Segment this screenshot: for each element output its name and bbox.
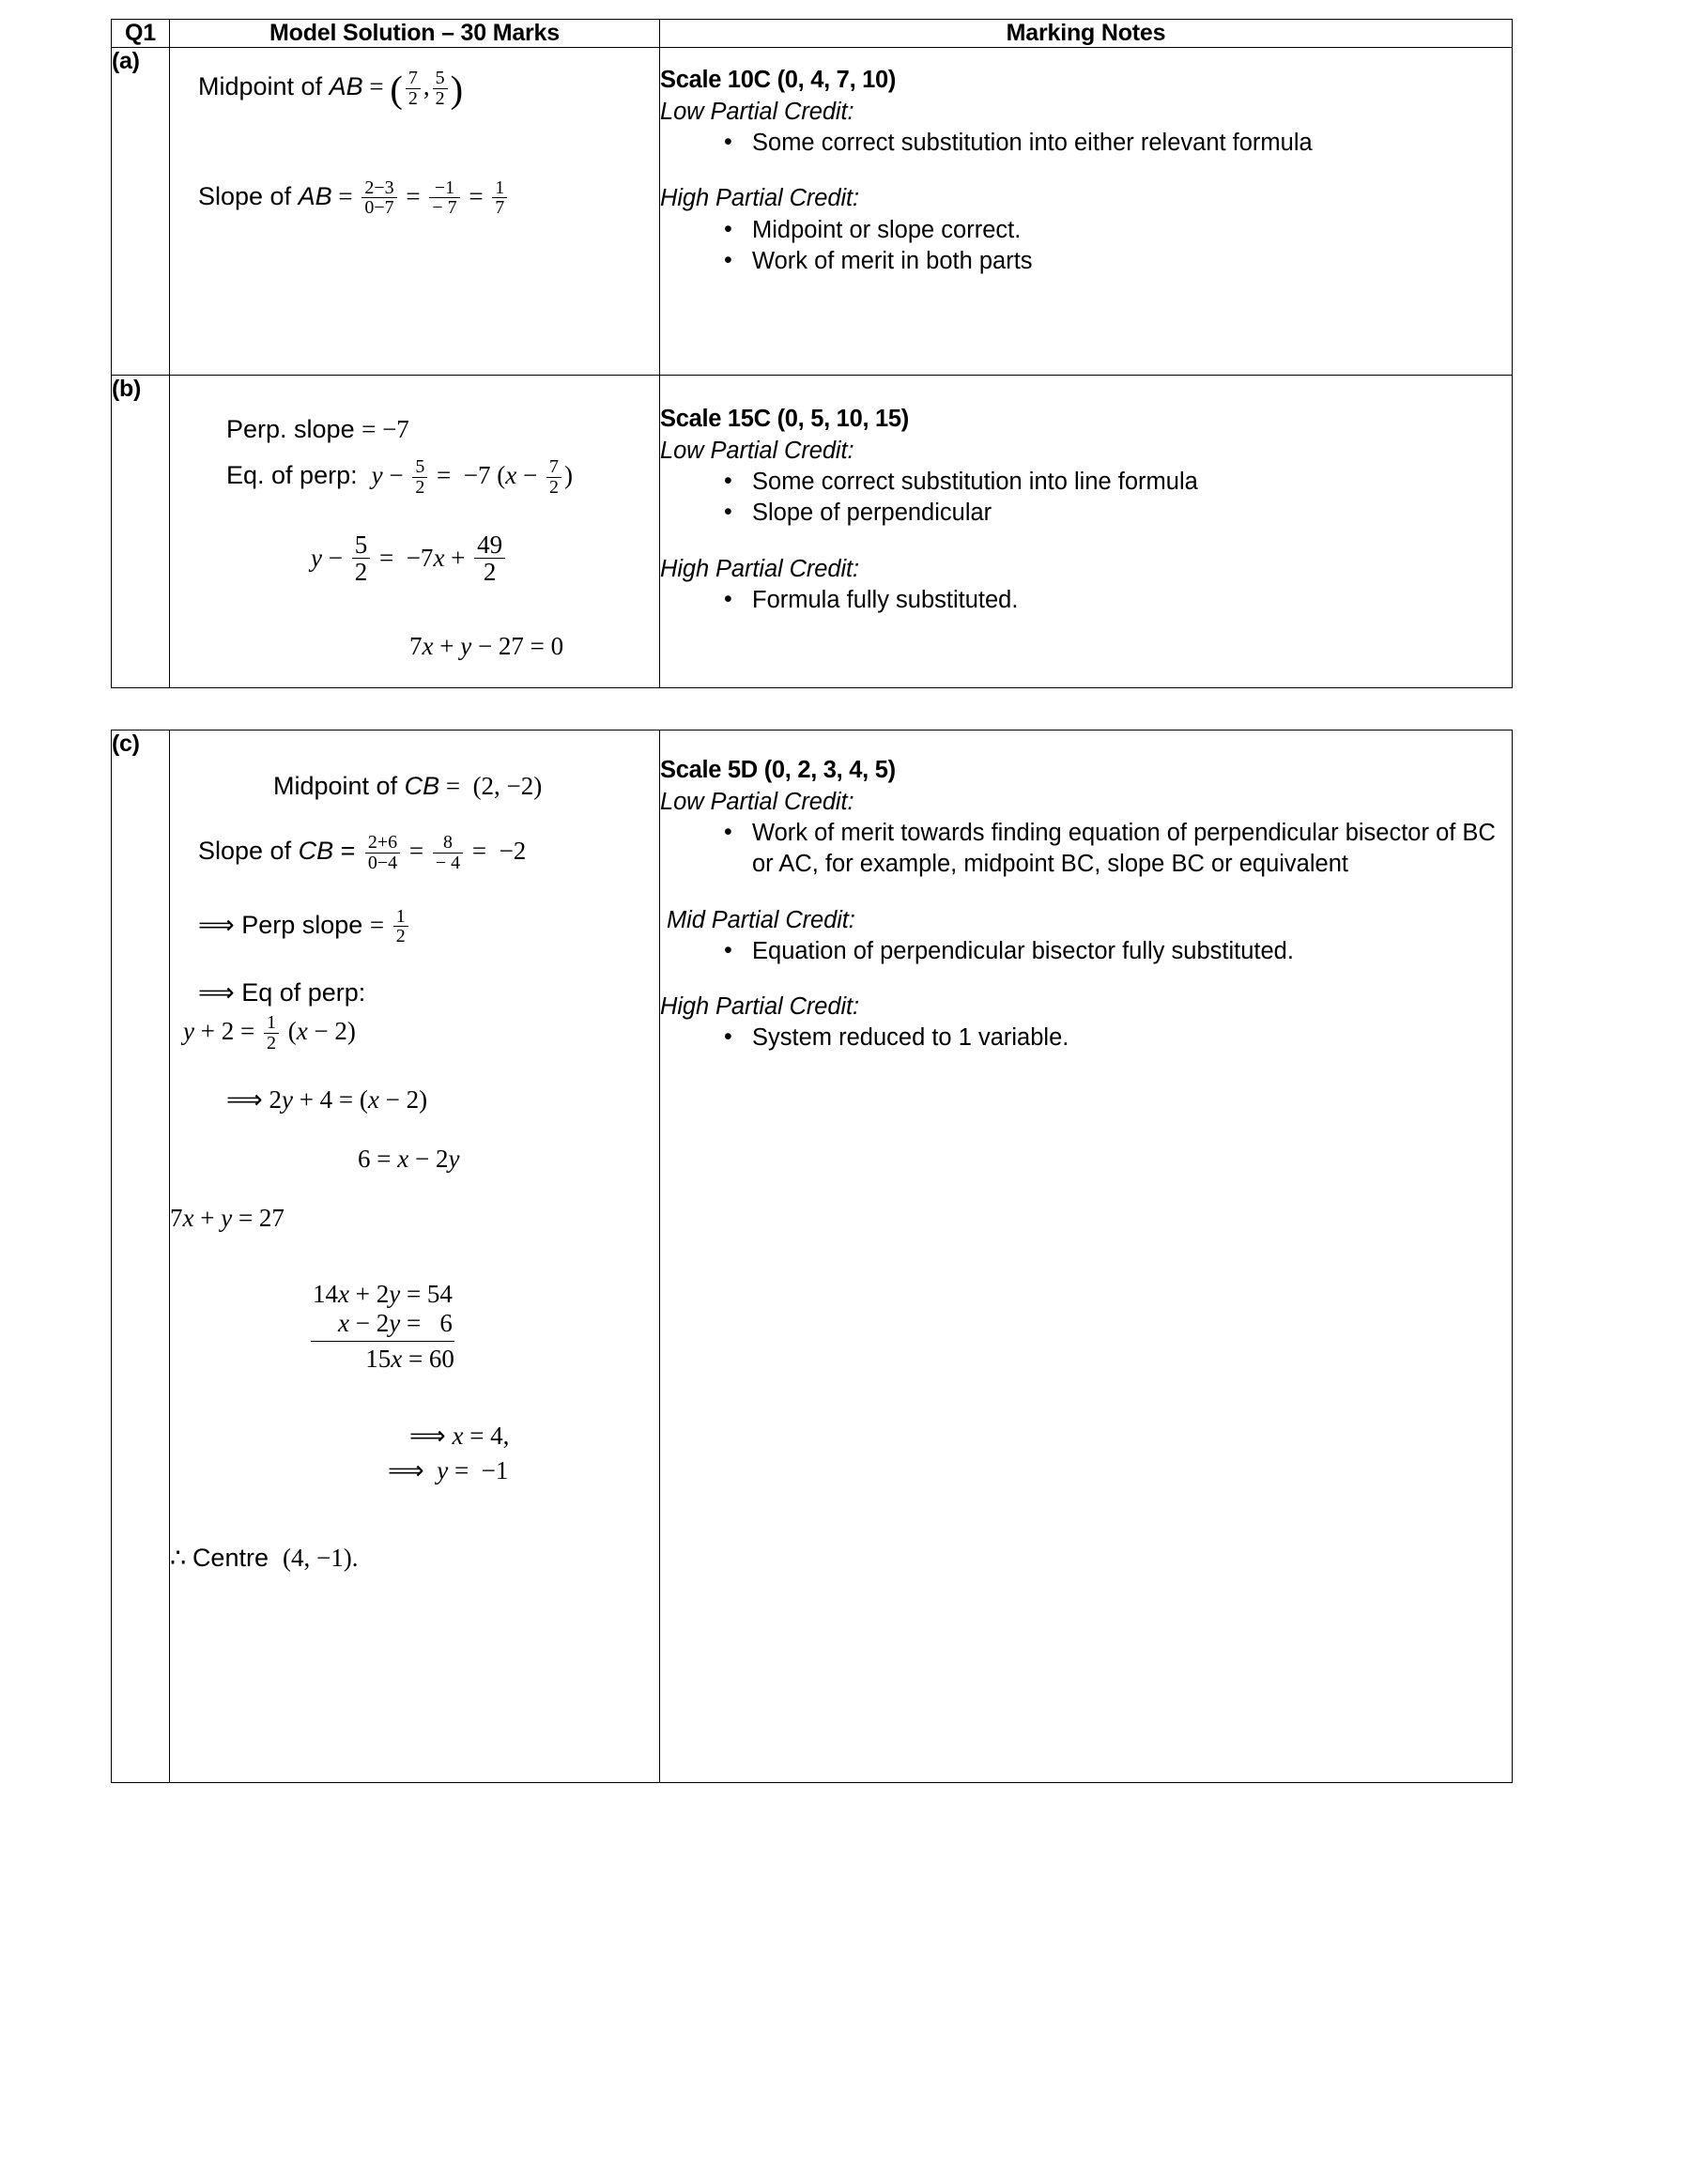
credit-list-c-low [660, 818, 1512, 880]
math-line-c7: 6 = x − 2y [358, 1144, 460, 1173]
credit-heading-a-low: Low Partial Credit: [660, 99, 854, 126]
solution-cell-c [170, 731, 660, 1783]
credit-heading-c-low: Low Partial Credit: [660, 789, 854, 816]
math-line-c8: 7x + y = 27 [170, 1203, 284, 1232]
header-question-label: Q1 [112, 20, 170, 48]
solution-cell-a [170, 48, 660, 376]
credit-heading-a-high: High Partial Credit: [660, 185, 859, 212]
math-line-c5: y + 2 = $\frac{1}{2}$ (x − 2) [183, 1012, 356, 1054]
credit-heading-b-low: Low Partial Credit: [660, 438, 854, 465]
math-line-c14: ∴ Centre (4, −1). [170, 1543, 359, 1572]
solution-cell-b [170, 376, 660, 688]
credit-heading-b-high: High Partial Credit: [660, 555, 859, 582]
scale-title-c: Scale 5D (0, 2, 3, 4, 5) [660, 757, 896, 783]
credit-list-a-low [660, 128, 1512, 159]
list-item: • Midpoint or slope correct. [726, 215, 1512, 246]
list-item: • Formula fully substituted. [726, 585, 1512, 616]
list-item: • Some correct substitution into line formula [726, 467, 1512, 498]
list-item: • Work of merit towards finding equation of perpendicular bisector of BC or AC, for example, midpoint BC, slope BC or equivalent [726, 818, 1512, 880]
math-line-c9: 14x + 2y = 54 [313, 1279, 453, 1308]
solutions-table-ab [111, 19, 1513, 688]
list-item: • Some correct substitution into either relevant formula [726, 128, 1512, 159]
credit-heading-c-high: High Partial Credit: [660, 992, 859, 1020]
list-item: • Slope of perpendicular [726, 498, 1512, 529]
math-line-b3: y − $\frac{5}{2}$ = −7x + $\frac{49}{2}$ [170, 531, 659, 585]
scale-title-a: Scale 10C (0, 4, 7, 10) [660, 67, 897, 93]
notes-cell-b [660, 376, 1513, 688]
credit-list-b-low [660, 467, 1512, 529]
math-line-b4: 7x + y − 27 = 0 [409, 631, 564, 660]
math-line-c13: ⟹ y = −1 [388, 1455, 509, 1484]
credit-list-b-high [660, 585, 1512, 616]
math-line-a1: Midpoint of AB = ( $\frac{7}{2}$ , $\frac{5}{2}$ ) [198, 68, 464, 111]
math-line-c10: x − 2y = 6 [311, 1309, 454, 1342]
table-separator [111, 688, 1512, 730]
math-line-c3: ⟹ Perp slope = $\frac{1}{2}$ [170, 907, 659, 947]
simultaneous-equations-block [170, 1280, 659, 1375]
math-line-c6: ⟹ 2y + 4 = (x − 2) [226, 1084, 428, 1114]
header-marking-notes: Marking Notes [660, 20, 1513, 48]
list-item: • System reduced to 1 variable. [726, 1023, 1512, 1054]
header-model-solution: Model Solution – 30 Marks [170, 20, 660, 48]
table-row-part-c [112, 731, 1513, 1783]
math-line-c12: ⟹ x = 4, [409, 1421, 510, 1450]
math-line-c11: 15x = 60 [365, 1345, 454, 1374]
list-item: • Equation of perpendicular bisector fully substituted. [726, 936, 1512, 967]
scale-title-b: Scale 15C (0, 5, 10, 15) [660, 406, 909, 432]
math-line-a2: Slope of AB = $\frac{2-3}{0-7}$ = $\frac{-1}{- 7}$ = $\frac{1}{7}$ [170, 178, 659, 219]
math-line-c4: ⟹ Eq of perp: [198, 978, 366, 1007]
math-line-c2: Slope of CB = $\frac{2+6}{0-4}$ = $\frac{8}{- 4}$ = −2 [198, 832, 527, 873]
notes-cell-a [660, 48, 1513, 376]
part-label-b: (b) [112, 376, 170, 688]
math-line-b2: Eq. of perp: y − $\frac{5}{2}$ = −7 (x − $\frac{7}{2}$ ) [226, 456, 573, 498]
credit-list-c-high [660, 1023, 1512, 1054]
math-line-c1: Midpoint of CB = (2, −2) [273, 772, 543, 800]
credit-heading-c-mid: Mid Partial Credit: [667, 906, 855, 933]
math-line-b1: Perp. slope = −7 [226, 415, 409, 443]
notes-cell-c [660, 731, 1513, 1783]
part-label-a: (a) [112, 48, 170, 376]
credit-list-a-high [660, 215, 1512, 277]
part-label-c: (c) [112, 731, 170, 1783]
solutions-table-c [111, 730, 1513, 1783]
table-header-row [112, 20, 1513, 48]
table-row-part-a [112, 48, 1513, 376]
credit-list-c-mid [660, 936, 1512, 967]
table-row-part-b [112, 376, 1513, 688]
list-item: • Work of merit in both parts [726, 246, 1512, 277]
